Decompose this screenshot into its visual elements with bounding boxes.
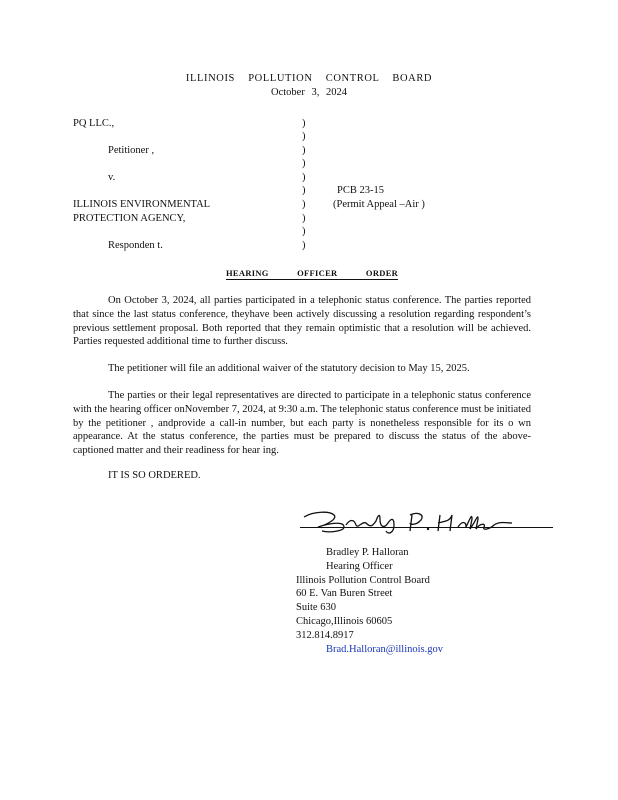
respondent-name-line2: PROTECTION AGENCY,	[73, 213, 186, 224]
signature-block	[296, 546, 443, 656]
order-date: October 3, 2024	[271, 87, 347, 98]
address-street: 60 E. Van Buren Street	[296, 588, 393, 600]
board-name: ILLINOIS POLLUTION CONTROL BOARD	[185, 73, 433, 84]
paragraph-text: The petitioner will file an additional waiver of the statutory decision to May 15, 2025.	[108, 363, 470, 374]
caption-paren: )	[302, 226, 306, 237]
officer-org: Illinois Pollution Control Board	[296, 574, 430, 586]
caption-paren: )	[302, 158, 306, 169]
respondent-name-line1: ILLINOIS ENVIRONMENTAL	[73, 199, 211, 210]
caption-paren: )	[302, 240, 306, 251]
caption-paren: )	[302, 172, 306, 183]
versus: v.	[108, 172, 116, 183]
respondent-label: Responden t.	[108, 240, 163, 251]
case-type: (Permit Appeal –Air )	[333, 199, 425, 210]
paragraph-next-conference	[73, 389, 531, 458]
officer-name: Bradley P. Halloran	[326, 547, 409, 558]
caption-paren: )	[302, 213, 306, 224]
case-number: PCB 23-15	[337, 185, 384, 196]
signature-line	[300, 527, 553, 528]
paragraph-text: On October 3, 2024, all parties participated in a telephonic status conference. The parties reported that since the last status conference, theyhave been actively discussing a resolution regarding respondent’s previous settlement proposal. Both reported that they remain optimistic that a resolution will be achieved. Parties requested additional time to further discuss.	[73, 295, 531, 348]
paragraph-text: The parties or their legal representatives are directed to participate in a telephonic status conference with the hearing officer onNovember 7, 2024, at 9:30 a.m. The telephonic status conference must be initiated by the petitioner , andprovide a call-in number, but each party is nonetheless responsible for its o wn appearance. At the status conference, the parties must be prepared to discuss the status of the above- captioned matter and their readiness for hear ing.	[73, 390, 531, 457]
officer-title: Hearing Officer	[326, 560, 393, 572]
caption-paren: )	[302, 118, 306, 129]
caption-paren: )	[302, 199, 306, 210]
petitioner-label: Petitioner ,	[108, 145, 155, 156]
email-link[interactable]: Brad.Halloran@illinois.gov	[326, 643, 443, 655]
address-city: Chicago,Illinois 60605	[296, 615, 393, 627]
document-title: HEARING OFFICER ORDER	[226, 268, 399, 278]
caption-paren: )	[302, 131, 306, 142]
paragraph-status-conference	[73, 294, 531, 349]
phone-number: 312.814.8917	[296, 629, 354, 641]
caption-paren: )	[302, 185, 306, 196]
address-suite: Suite 630	[296, 602, 336, 614]
caption-paren: )	[302, 145, 306, 156]
petitioner-name: PQ LLC.,	[73, 118, 115, 129]
closing-statement: IT IS SO ORDERED.	[108, 470, 201, 481]
paragraph-waiver	[73, 362, 531, 376]
handwritten-signature	[300, 505, 555, 535]
